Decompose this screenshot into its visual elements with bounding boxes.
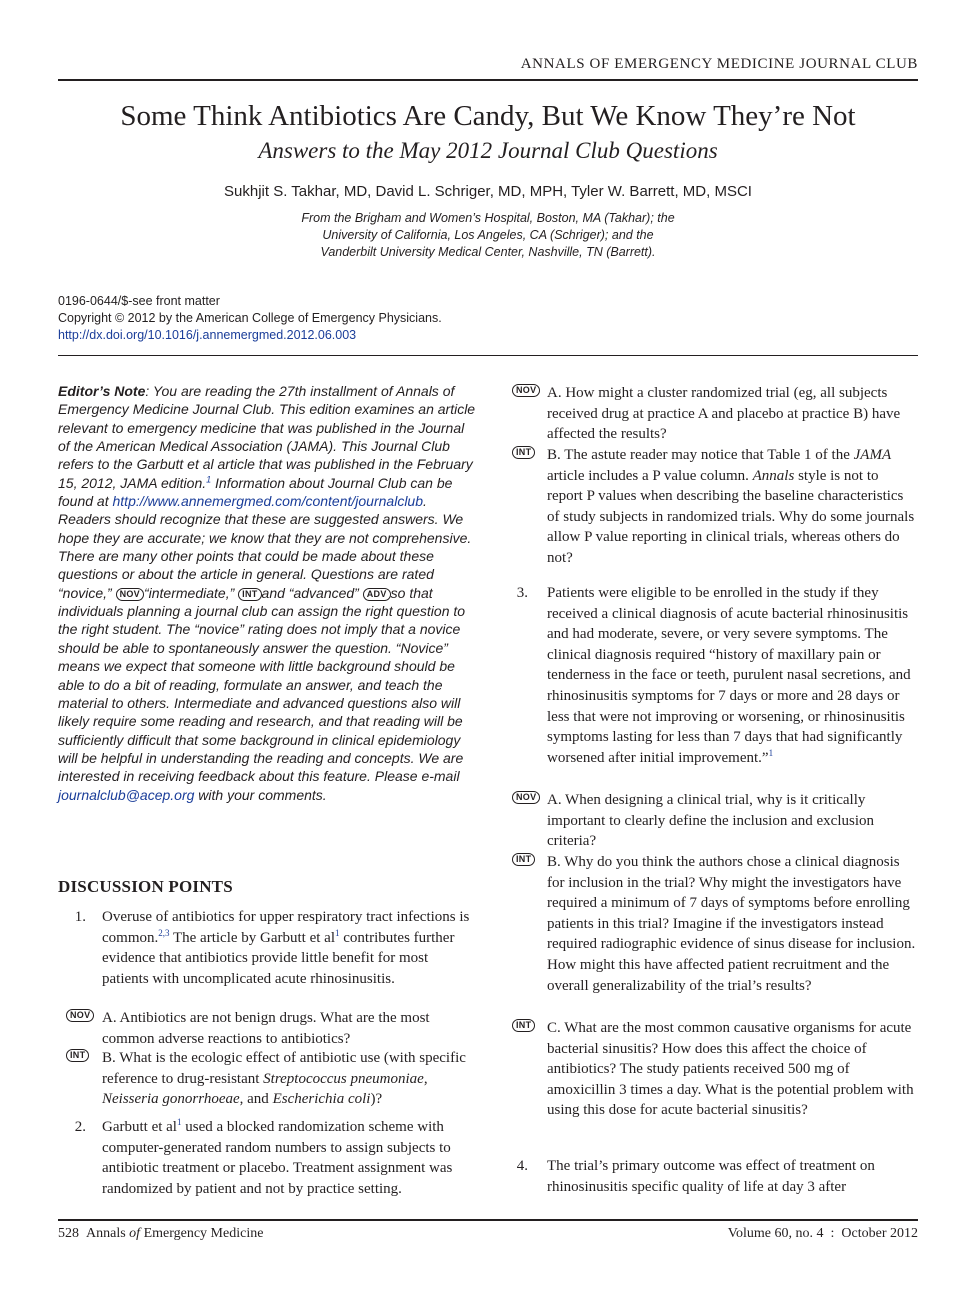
editors-note-text: . Readers should recognize that these are suggested answers. We hope they are accurate; we know that they are not comprehensive. There are many other points that could be made about these questions or about the article in general. Questions are rated “novice,” (58, 493, 472, 601)
text: , and (239, 1091, 273, 1108)
question-text (102, 1048, 478, 1110)
editors-note (58, 382, 478, 804)
question-text: A. Antibiotics are not benign drugs. What are the most common adverse reactions to antibiotics? (102, 1010, 430, 1047)
question-text (547, 583, 918, 768)
running-head: ANNALS OF EMERGENCY MEDICINE JOURNAL CLUB (520, 56, 918, 72)
editors-note-text: “intermediate,” (143, 584, 235, 601)
footer-left (58, 1226, 263, 1242)
editors-note-text: with your comments. (194, 786, 327, 803)
page-number: 528 (58, 1226, 79, 1241)
footer-rule (58, 1219, 918, 1221)
affiliation-line: From the Brigham and Women’s Hospital, Boston, MA (Takhar); the (301, 211, 675, 225)
organism-name: Streptococcus pneumoniae (263, 1070, 424, 1087)
citation-ref[interactable]: 1 (768, 747, 774, 758)
question-text (102, 1117, 478, 1199)
question-number: 4. (516, 1158, 528, 1174)
text: used a blocked randomization scheme with computer-generated random numbers to assign subjects to antibiotic treatment or placebo. Treatment assignment was randomized by patient and not by practice setting. (102, 1119, 453, 1197)
question-text (547, 445, 918, 569)
section-heading: DISCUSSION POINTS (58, 877, 233, 896)
editors-note-text: : You are reading the 27th installment of Annals of Emergency Medicine Journal Club. This edition examines an article relevant to emergency medicine that was published in the Journal of the American Medical Association (JAMA). This Journal Club refers to the Garbutt et al article that was published in the February 15, 2012, JAMA edition. (58, 383, 476, 491)
article-subtitle: Answers to the May 2012 Journal Club Questions (258, 138, 718, 163)
novice-badge-icon: NOV (116, 588, 144, 601)
novice-badge-icon: NOV (512, 791, 540, 804)
copyright-line: Copyright © 2012 by the American College of Emergency Physicians. (58, 311, 442, 325)
intermediate-badge-icon: INT (238, 588, 261, 601)
editors-note-text: so that individuals planning a journal club can assign the right question to the right student. The “novice” rating does not imply that a novice should be able to spontaneously answer the question. “Novice” means we expect that someone with little background should be able to do a bit of reading, formulate an answer, and teach the material to others. Intermediate and advanced questions also will likely require some reading and research, and that reading will be sufficiently difficult that some background in clinical epidemiology will be helpful in understanding the reading and concepts. We are interested in receiving feedback about this feature. Please e-mail (58, 584, 466, 785)
question-number: 1. (74, 909, 86, 925)
novice-badge-icon: NOV (512, 384, 540, 397)
question-text (102, 907, 478, 989)
text: , (423, 1070, 428, 1087)
journal-club-link[interactable]: http://www.annemergmed.com/content/journalclub (112, 493, 423, 510)
author-list: Sukhjit S. Takhar, MD, David L. Schriger, MD, MPH, Tyler W. Barrett, MD, MSCI (224, 183, 752, 200)
text: Garbutt et al (102, 1119, 177, 1135)
question-text: The trial’s primary outcome was effect of treatment on rhinosinusitis specific quality of life at day 3 after (547, 1158, 875, 1195)
intermediate-badge-icon: INT (66, 1049, 89, 1062)
journal-name: Annals (752, 467, 795, 484)
intermediate-badge-icon: INT (512, 446, 535, 459)
meta-rule (58, 355, 918, 356)
question-text: A. How might a cluster randomized trial (eg, all subjects received drug at practice A and placebo at practice B) have affected the results? (547, 385, 901, 443)
organism-name: Escherichia coli (272, 1091, 371, 1108)
citation-ref[interactable]: 2,3 (158, 927, 170, 938)
issue-info: Volume 60, no. 4 : October 2012 (727, 1226, 918, 1241)
novice-badge-icon: NOV (66, 1009, 94, 1022)
affiliation-line: University of California, Los Angeles, CA (Schriger); and the (322, 228, 654, 242)
header-rule (58, 79, 918, 81)
editors-note-label: Editor’s Note (58, 383, 146, 399)
text: article includes a P value column. (547, 467, 753, 484)
text: Patients were eligible to be enrolled in the study if they received a clinical diagnosis of acute bacterial rhinosinusitis and had moderate, severe, or very severe symptoms. The clinical diagnosis required “history of maxillary pain or tenderness in the face or teeth, purulent nasal secretions, and rhinosinusitis symptoms for 7 days or more and 28 days or less that were not improving or worsening, or rhinosinusitis symptoms lasting for less than 7 days that had significantly worsened after initial improvement.” (547, 585, 911, 766)
text: Annals (86, 1226, 130, 1241)
text: Emergency Medicine (140, 1226, 264, 1241)
article-meta (58, 293, 442, 344)
question-number: 3. (516, 585, 528, 601)
affiliation-line: Vanderbilt University Medical Center, Nashville, TN (Barrett). (320, 245, 656, 259)
doi-link[interactable]: http://dx.doi.org/10.1016/j.annemergmed.2012.06.003 (58, 328, 357, 342)
text: B. The astute reader may notice that Table 1 of the (547, 447, 854, 463)
organism-name: Neisseria gonorrhoeae (102, 1091, 240, 1108)
text: )? (370, 1091, 383, 1108)
text: contributes further evidence that antibiotics provide little benefit for most patients with uncomplicated acute rhinosinusitis. (102, 929, 455, 987)
text: Overuse of antibiotics for upper respiratory tract infections is common. (102, 909, 470, 946)
citation-ref[interactable]: 1 (176, 1117, 182, 1127)
question-text: C. What are the most common causative organisms for acute bacterial sinusitis? How does this affect the choice of antibiotics? The study patients received 500 mg of amoxicillin 3 times a day. What is the potential problem with using this dose for acute bacterial sinusitis? (547, 1020, 914, 1119)
editors-note-text: and “advanced” (261, 584, 359, 601)
journal-name (86, 1226, 263, 1241)
text: of (129, 1226, 141, 1241)
text: B. What is the ecologic effect of antibiotic use (with specific reference to drug-resistant (102, 1050, 466, 1087)
text: style is not to report P values when describing the baseline characteristics of study subjects in randomized trials. Why do some journals allow P value reporting in clinical trials, whereas others do not? (547, 467, 915, 566)
text: The article by Garbutt et al (169, 929, 335, 946)
journal-name: JAMA (853, 447, 892, 463)
advanced-badge-icon: ADV (363, 588, 391, 601)
citation-ref[interactable]: 1 (206, 474, 212, 485)
question-text: A. When designing a clinical trial, why is it critically important to clearly define the inclusion and exclusion criteria? (547, 792, 874, 850)
issn-line: 0196-0644/$-see front matter (58, 294, 220, 308)
question-text: B. Why do you think the authors chose a clinical diagnosis for inclusion in the trial? Why might the investigators have required a minimum of 7 days of symptoms before enrolling patients in this trial? Imagine if the investigators instead required radiographic evidence of sinus disease for inclusion. How might this have affected patient recruitment and the overall generalizability of the trial’s results? (547, 854, 916, 994)
email-link[interactable]: journalclub@acep.org (58, 786, 195, 803)
editors-note-text: Information about Journal Club can be found at (58, 474, 453, 510)
question-number: 2. (74, 1119, 86, 1135)
intermediate-badge-icon: INT (512, 1019, 535, 1032)
intermediate-badge-icon: INT (512, 853, 535, 866)
affiliations (58, 210, 918, 261)
article-title: Some Think Antibiotics Are Candy, But We Know They’re Not (120, 100, 856, 132)
citation-ref[interactable]: 1 (335, 927, 340, 938)
